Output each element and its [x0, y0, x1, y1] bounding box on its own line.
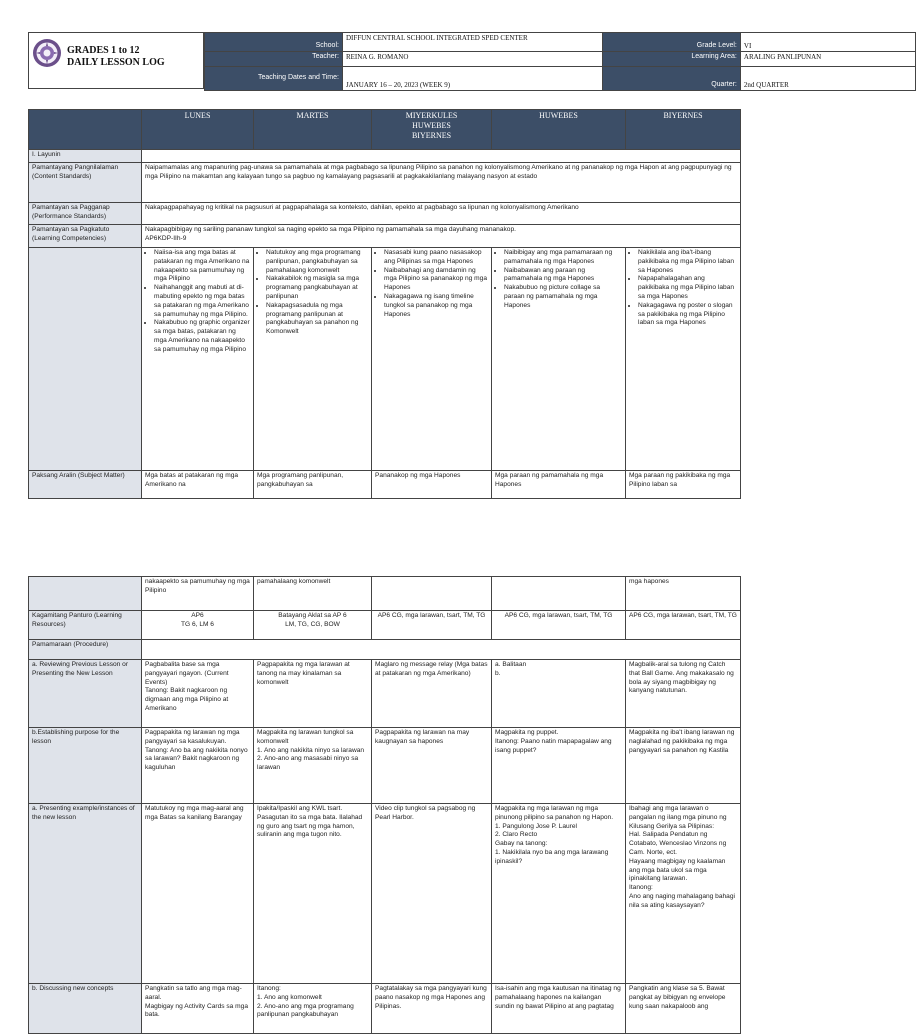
- school-label: School:: [205, 33, 343, 52]
- day-header-martes: MARTES: [254, 110, 372, 150]
- subject-matter-label: Paksang Aralin (Subject Matter): [29, 471, 142, 499]
- objective-item: • Nakapagsasadula ng mga programang panlipunan at pangkabuhayan sa panahon ng Komonwelt: [266, 302, 368, 337]
- content-standards-text: Naipamamalas ang mapanuring pag-unawa sa pamamahala at mga pagbabago sa lipunang Pilipino sa panahon ng kolonyalismong Amerikano at ng pananakop ng mga Hapon at ang pagpupunyagi ng mga Pilipino na makamtan ang kalayaan tungo sa pagbuo ng kamalayang pagsasarili at pagkakakilanlang malayang nasyon at estado: [142, 163, 741, 203]
- teaching-dates-value: JANUARY 16 – 20, 2023 (WEEK 9): [342, 67, 602, 91]
- purpose-label: b.Establishing purpose for the lesson: [29, 728, 142, 804]
- quarter-value: 2nd QUARTER: [740, 67, 915, 91]
- layunin-empty: [142, 150, 741, 163]
- presenting-huwebes: Magpakita ng mga larawan ng mga pinunong pilipino sa panahon ng Hapon. 1. Pangulong Jose P. Laurel 2. Claro Recto Gabay na tanong: 1. Nakikilala nyo ba ang mga larawang ipinaskil?: [492, 804, 626, 984]
- day-header-huwebes: HUWEBES: [492, 110, 626, 150]
- objective-item: • Naibibigay ang mga pamamaraan ng pamamahala ng mga Hapones: [504, 249, 622, 267]
- subject-matter-cont-huwebes: [492, 577, 626, 611]
- objective-item: • Nakagagawa ng isang timeline tungkol sa pananakop ng mga Hapones: [384, 293, 488, 319]
- day-header-miyerkules: MIYERKULES HUWEBES BIYERNES: [372, 110, 492, 150]
- teacher-label: Teacher:: [205, 52, 343, 67]
- lesson-log-header: [28, 32, 822, 89]
- subject-matter-martes: Mga programang panlipunan, pangkabuhayan sa: [254, 471, 372, 499]
- subject-matter-cont-lunes: nakaapekto sa pamumuhay ng mga Pilipino: [142, 577, 254, 611]
- discussing-miyerkules: Pagtatalakay sa mga pangyayari kung paano nasakop ng mga Hapones ang Pilipinas.: [372, 984, 492, 1034]
- objective-item: • Naihahanggit ang mabuti at di-mabuting epekto ng mga batas sa patakaran ng mga Amerikano sa pamumuhay ng mga Pilipino.: [154, 284, 250, 319]
- objective-item: • Natutukoy ang mga programang panlipunan, pangkabuhayan sa pamahalaang komonwelt: [266, 249, 368, 275]
- grade-level-value: VI: [740, 33, 915, 52]
- subject-matter-cont-martes: pamahalaang komonwelt: [254, 577, 372, 611]
- objective-item: • Nakakabilok ng masigla sa mga programang pangkabuhayan at panlipunan: [266, 275, 368, 301]
- learning-resources-biyernes: AP6 CG, mga larawan, tsart, TM, TG: [626, 611, 741, 640]
- purpose-miyerkules: Pagpapakita ng larawan na may kaugnayan sa hapones: [372, 728, 492, 804]
- header-info-table: [204, 32, 916, 91]
- header-title-line2: DAILY LESSON LOG: [67, 57, 165, 68]
- objectives-biyernes: [626, 248, 741, 471]
- lesson-log-table-page2: [28, 576, 741, 1034]
- learning-area-value: ARALING PANLIPUNAN: [740, 52, 915, 67]
- purpose-lunes: Pagpapakita ng larawan ng mga pangyayari sa kasalukuyan. Tanong: Ano ba ang nakikita nonyo sa larawan? Bakit nagkaroon ng kaguluhan: [142, 728, 254, 804]
- teacher-value: REINA G. ROMANO: [342, 52, 602, 67]
- subject-matter-lunes: Mga batas at patakaran ng mga Amerikano na: [142, 471, 254, 499]
- procedure-empty: [142, 640, 741, 660]
- subject-matter-cont-miyerkules: [372, 577, 492, 611]
- corner-cell: [29, 110, 142, 150]
- learning-resources-martes: Batayang Aklat sa AP 6 LM, TG, CG, BOW: [254, 611, 372, 640]
- objective-item: • Nakagagawa ng poster o slogan sa pakikibaka ng mga Pilipino laban sa mga Hapones: [638, 302, 737, 328]
- objective-item: • Nakabubuo ng graphic organizer sa mga batas, patakaran ng mga Amerikano na nakaapekto sa pamumuhay ng mga Pilipino: [154, 319, 250, 354]
- learning-resources-label: Kagamitang Panturo (Learning Resources): [29, 611, 142, 640]
- learning-competencies-text: Nakapagbibigay ng sariling pananaw tungkol sa naging epekto sa mga Pilipino ng pamamahala sa mga dayuhang mananakop. AP6KDP-IIh-9: [142, 225, 741, 248]
- learning-resources-huwebes: AP6 CG, mga larawan, tsart, TM, TG: [492, 611, 626, 640]
- lesson-log-table-page1: [28, 109, 741, 499]
- presenting-martes: Ipakita/Ipaskil ang KWL tsart. Pasagutan ito sa mga bata. Ilalahad ng guro ang tsart ng mga hamon, suliranin ang mga tugon nito.: [254, 804, 372, 984]
- header-title-box: [28, 32, 204, 89]
- learning-resources-lunes: AP6 TG 6, LM 6: [142, 611, 254, 640]
- procedure-label: Pamamaraan (Procedure): [29, 640, 142, 660]
- objective-item: • Nasasabi kung paano nasasakop ang Pilipinas sa mga Hapones: [384, 249, 488, 267]
- day-header-lunes: LUNES: [142, 110, 254, 150]
- presenting-lunes: Matutukoy ng mga mag-aaral ang mga Batas sa kanilang Barangay: [142, 804, 254, 984]
- presenting-biyernes: Ibahagi ang mga larawan o pangalan ng ilang mga pinuno ng Kilusang Gerilya sa Pilipinas: Hal. Salipada Pendatun ng Cotabato, Wenceslao Vinzons ng Cam. Norte, ect. Hayaang magbigay ng kaalaman ang mga bata ukol sa mga ipinakitang larawan. Itanong: Ano ang naging mahalagang bahagi nila sa ating kasaysayan?: [626, 804, 741, 984]
- discussing-label: b. Discussing new concepts: [29, 984, 142, 1034]
- review-lunes: Pagbabalita base sa mga pangyayari ngayon. (Current Events) Tanong: Bakit nagkaroon ng digmaan ang mga Pilipino at Amerikano: [142, 660, 254, 728]
- subject-matter-huwebes: Mga paraan ng pamamahala ng mga Hapones: [492, 471, 626, 499]
- day-header-biyernes: BIYERNES: [626, 110, 741, 150]
- objectives-lunes: [142, 248, 254, 471]
- subject-matter-cont-biyernes: mga hapones: [626, 577, 741, 611]
- review-miyerkules: Maglaro ng message relay (Mga batas at patakaran ng mga Amerikano): [372, 660, 492, 728]
- purpose-huwebes: Magpakita ng puppet. Itanong: Paano natin mapapagalaw ang isang puppet?: [492, 728, 626, 804]
- learning-area-label: Learning Area:: [602, 52, 740, 67]
- presenting-label: a. Presenting example/instances of the new lesson: [29, 804, 142, 984]
- teaching-dates-label: Teaching Dates and Time:: [205, 67, 343, 91]
- school-value: DIFFUN CENTRAL SCHOOL INTEGRATED SPED CENTER: [342, 33, 602, 52]
- review-label: a. Reviewing Previous Lesson or Presenting the New Lesson: [29, 660, 142, 728]
- discussing-huwebes: Isa-isahin ang mga kautusan na itinatag ng pamahalaang hapones na kailangan sundin ng bawat Pilipino at ang pagtatag: [492, 984, 626, 1034]
- deped-seal-icon: [32, 38, 62, 68]
- objective-item: • Nakabubuo ng picture collage sa paraan ng pamamahala ng mga Hapones: [504, 284, 622, 310]
- objectives-martes: [254, 248, 372, 471]
- purpose-martes: Magpakita ng larawan tungkol sa komonwelt 1. Ano ang nakikita ninyo sa larawan 2. Ano-ano ang masasabi ninyo sa larawan: [254, 728, 372, 804]
- subject-matter-cont-label: [29, 577, 142, 611]
- performance-standards-text: Nakapagpapahayag ng kritikal na pagsusuri at pagpapahalaga sa konteksto, dahilan, epekto at pagbabago sa lipunan ng kolonyalismong Amerikano: [142, 203, 741, 225]
- presenting-miyerkules: Video clip tungkol sa pagsabog ng Pearl Harbor.: [372, 804, 492, 984]
- objectives-miyerkules: [372, 248, 492, 471]
- purpose-biyernes: Magpakita ng iba't ibang larawan ng naglalahad ng pakikibaka ng mga pangyayari sa panahon ng Kastila: [626, 728, 741, 804]
- discussing-lunes: Pangkatin sa tatlo ang mga mag-aaral. Magbigay ng Activity Cards sa mga bata.: [142, 984, 254, 1034]
- learning-resources-miyerkules: AP6 CG, mga larawan, tsart, TM, TG: [372, 611, 492, 640]
- quarter-label: Quarter:: [602, 67, 740, 91]
- subject-matter-miyerkules: Pananakop ng mga Hapones: [372, 471, 492, 499]
- header-title-line1: GRADES 1 to 12: [67, 45, 140, 56]
- review-huwebes: a. Balitaan b.: [492, 660, 626, 728]
- section-layunin: I. Layunin: [29, 150, 142, 163]
- objective-item: • Naibabahagi ang damdamin ng mga Pilipino sa pananakop ng mga Hapones: [384, 267, 488, 293]
- learning-competencies-label: Pamantayan sa Pagkatuto (Learning Competencies): [29, 225, 142, 248]
- objective-item: • Naiisa-isa ang mga batas at patakaran ng mga Amerikano na nakaapekto sa pamumuhay ng mga Pilipino: [154, 249, 250, 284]
- review-biyernes: Magbalik-aral sa tulong ng Catch that Ball Game. Ang makakasalo ng bola ay siyang magbibigay ng kanyang natutunan.: [626, 660, 741, 728]
- grade-level-label: Grade Level:: [602, 33, 740, 52]
- objectives-huwebes: [492, 248, 626, 471]
- discussing-martes: Itanong: 1. Ano ang komonwelt 2. Ano-ano ang mga programang panlipunan pangkabuhayan: [254, 984, 372, 1034]
- subject-matter-biyernes: Mga paraan ng pakikibaka ng mga Pilipino laban sa: [626, 471, 741, 499]
- objectives-label-cell: [29, 248, 142, 471]
- performance-standards-label: Pamantayan sa Pagganap (Performance Standards): [29, 203, 142, 225]
- discussing-biyernes: Pangkatin ang klase sa 5. Bawat pangkat ay bibigyan ng envelope kung saan nakapaloob ang: [626, 984, 741, 1034]
- content-standards-label: Pamantayang Pangnilalaman (Content Standards): [29, 163, 142, 203]
- objective-item: • Nakikilala ang iba't-ibang pakikibaka ng mga Pilipino laban sa Hapones: [638, 249, 737, 275]
- objective-item: • Naibabawan ang paraan ng pamamahala ng mga Hapones: [504, 267, 622, 285]
- review-martes: Pagpapakita ng mga larawan at tanong na may kinalaman sa komonwelt: [254, 660, 372, 728]
- objective-item: • Napapahalagahan ang pakikibaka ng mga Pilipino laban sa mga Hapones: [638, 275, 737, 301]
